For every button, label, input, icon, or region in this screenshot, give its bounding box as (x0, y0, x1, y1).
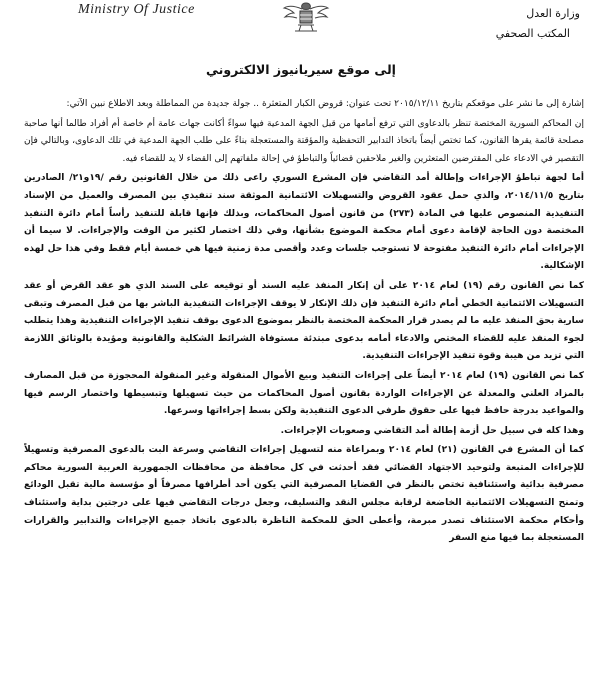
syrian-eagle-emblem-icon (281, 0, 331, 34)
document-body (24, 96, 584, 681)
paragraph-courts: إن المحاكم السورية المختصة تنظر بالدعاوى التي ترفع أمامها من قبل الجهة المدعية فيها سواءً أكانت جهات عامة أم خاصة أم أفراد طالما أنها صاحبة مصلحة قائمة يقرها القانون، كما تختص أيضاً باتخاذ التدابير التحفظية والمؤقتة والمستعجلة بناءً على طلب الجهة المدعية في تلك الدعاوى، وبالتالي فإن التقصير في الادعاء على المقترضين المتعثرين والغير ملاحقين قضائياً والتباطؤ في إحالة ملفاتهم إلى القضاء لا يد للقضاء فيه. (24, 118, 584, 164)
paragraph-summary: وهذا كله في سبيل حل أزمة إطالة أمد التقاضي وصعوبات الإجراءات. (280, 425, 584, 436)
paragraph-law-19-auction: كما نص القانون (١٩) لعام ٢٠١٤ أيضاً على إجراءات التنفيذ وبيع الأموال المنقولة وغير المنقولة المحجوزة من قبل المصارف بالمزاد العلني والمعدلة عن الإجراءات الواردة بقانون أصول المحاكمات من حيث تسهيلها وتبسيطها واختصار الرسم فيها والمواعيد بدرجة حافظ فيها على حقوق طرفي الدعوى التنفيذية ولكن بسط إجراءاتها وسرعها. (24, 370, 584, 417)
ministry-name-arabic: وزارة العدل (526, 7, 580, 20)
header-arabic (460, 4, 580, 44)
ministry-name-english: Ministry Of Justice (78, 2, 195, 17)
paragraph-laws-19-21: أما لجهة تباطؤ الإجراءات وإطالة أمد التقاضي فإن المشرع السوري راعى ذلك من خلال القانونين رقم /١٩و٢١/ الصادرين بتاريخ ٢٠١٤/١١/٥، والذي حمل عقود القروض والتسهيلات الائتمانية الموثقة سند تنفيذي بين المصرف والعميل من الإسناد التنفيذية المنصوص عليها في المادة (٢٧٣) من قانون أصول المحاكمات، وبذلك فإنها قابلة للتنفيذ رأساً أمام دائرة التنفيذ المختصة دون الحاجة لإقامة دعوى أمام محكمة الموضوع بشأنها، وفي ذلك اختصار لكثير من الوقت والإجراءات. لا سيما أن الإجراءات أمام دائرة التنفيذ مفتوحة لا تستوجب جلسات وعدد وأقصى مدة زمنية فيها هي خمسة أيام فقط وفي هذا حل لهذه الإشكالية. (24, 173, 584, 272)
document-title: إلى موقع سيريانيوز الالكتروني (206, 62, 396, 77)
paragraph-law-21-courts: كما أن المشرع في القانون (٢١) لعام ٢٠١٤ وبمراعاة منه لتسهيل إجراءات التقاضي وسرعة البت بالدعوى المصرفية وتسهيلاً للإجراءات المتبعة ولتوحيد الاجتهاد القضائي فقد أحدثت في كل محافظة من محافظات الجمهورية العربية السورية محاكم مصرفية بدائية واستئنافية تختص بالنظر في القضايا المصرفية التي يكون أحد أطرافها مصرفاً أو مؤسسة مالية تقبل الودائع وتمنح التسهيلات الائتمانية الخاضعة لرقابة مجلس النقد والتسليف، وجعل درجات التقاضي فيها على درجتين بداية واستئناف وأحكام محكمة الاستئناف تصدر مبرمة، وأعطى الحق للمحكمة الناظرة بالدعوى باتخاذ جميع الإجراءات والتدابير والقرارات المستعجلة بما فيها منع السفر (24, 445, 584, 544)
paragraph-intro: إشارة إلى ما نشر على موقعكم بتاريخ ٢٠١٥/١٢/١١ تحت عنوان: قروض الكبار المتعثرة .. جولة جديدة من المماطلة وبعد الاطلاع نبين الآتي: (66, 99, 584, 109)
paragraph-law-19-denial: كما نص القانون رقم (١٩) لعام ٢٠١٤ على أن إنكار المنفذ عليه السند أو توقيعه على السند الذي هو عقد القرض أو عقد التسهيلات الائتمانية الخطي أمام دائرة التنفيذ فإن ذلك الإنكار لا يوقف الإجراءات التنفيذية الباشر بها من قبل المصرف وتبقى سارية بحق المنفذ عليه ما لم يصدر قرار المحكمة المختصة بالنظر بموضوع الدعوى بوقف تنفيذ الإجراءات التنفيذية وهذا يتطلب لجوء المنفذ عليه للقضاء المختص والادعاء أمامه بدعوى مبتدئة مستوفاة الشرائط الشكلية والقانونية ومؤيدة بالوثائق اللازمة التي تزيد من هيبة وقوة تنفيذ الإجراءات التنفيذية. (24, 280, 584, 362)
press-office-label: المكتب الصحفي (495, 27, 570, 40)
